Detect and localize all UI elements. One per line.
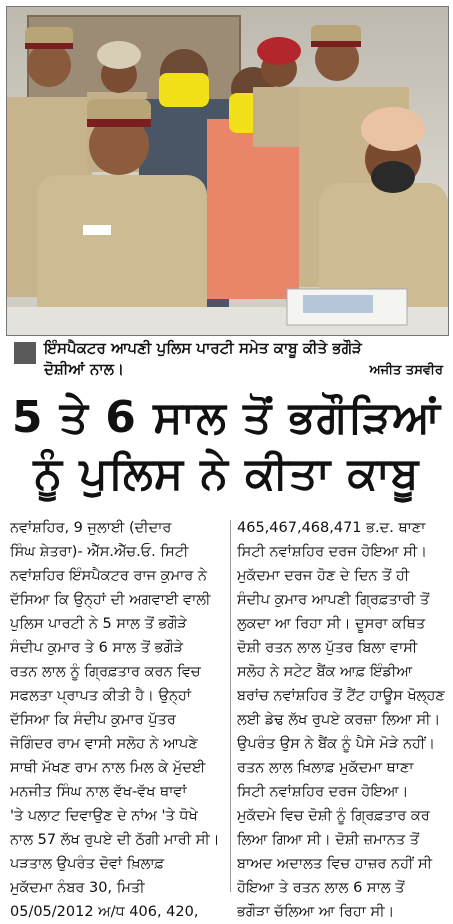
article-line: ਸਫਲਤਾ ਪ੍ਰਾਪਤ ਕੀਤੀ ਹੈ। ਉਨ੍ਹਾਂ	[10, 688, 192, 704]
headline-line-2: ਨੂੰ ਪੁਲਿਸ ਨੇ ਕੀਤਾ ਕਾਬੂ	[33, 448, 420, 499]
article-line: ਪੁਲਿਸ ਪਾਰਟੀ ਨੇ 5 ਸਾਲ ਤੋਂ ਭਗੌੜੇ	[10, 616, 187, 632]
article-line: ਸਿਟੀ ਨਵਾਂਸ਼ਹਿਰ ਦਰਜ ਹੋਇਆ ਸੀ।	[237, 544, 428, 560]
article-line: ਮੁਕੱਦਮਾ ਨੰਬਰ 30, ਮਿਤੀ	[10, 880, 145, 896]
article-line: ਸਲੋਹ ਨੇ ਸਟੇਟ ਬੈਂਕ ਆਫ਼ ਇੰਡੀਆ	[237, 664, 413, 680]
article-line: ਮੁਕੱਦਮੇ ਵਿਚ ਦੋਸ਼ੀ ਨੂੰ ਗ੍ਰਿਫ਼ਤਾਰ ਕਰ	[237, 808, 430, 824]
article-line: ਹੋਇਆ ਤੇ ਰਤਨ ਲਾਲ 6 ਸਾਲ ਤੋਂ	[237, 880, 405, 896]
article-line: ਮੁਕੱਦਮਾ ਦਰਜ ਹੋਣ ਦੇ ਦਿਨ ਤੋਂ ਹੀ	[237, 568, 410, 584]
caption-line-2: ਦੋਸ਼ੀਆਂ ਨਾਲ।	[44, 360, 124, 378]
caption-bullet-square	[14, 342, 36, 364]
article-line: ਨਵਾਂਸ਼ਹਿਰ ਇੰਸਪੈਕਟਰ ਰਾਜ ਕੁਮਾਰ ਨੇ	[10, 568, 207, 584]
article-line: ਸਾਥੀ ਮੱਖਣ ਰਾਮ ਨਾਲ ਮਿਲ ਕੇ ਮੁੱਦਈ	[10, 760, 206, 776]
photo-caption	[10, 338, 447, 384]
column-divider	[230, 520, 231, 892]
article-line: 'ਤੇ ਪਲਾਟ ਦਿਵਾਉਣ ਦੇ ਨਾਂਅ 'ਤੇ ਧੋਖੇ	[10, 808, 198, 824]
article-line: ਦੱਸਿਆ ਕਿ ਸੰਦੀਪ ਕੁਮਾਰ ਪੁੱਤਰ	[10, 712, 176, 728]
article-line: ਭਗੌੜਾ ਚੱਲਿਆ ਆ ਰਿਹਾ ਸੀ।	[237, 904, 395, 920]
article-line: ਲਿਆ ਗਿਆ ਸੀ। ਦੋਸ਼ੀ ਜ਼ਮਾਨਤ ਤੋਂ	[237, 832, 420, 848]
article-line: 465,467,468,471 ਭ.ਦ. ਥਾਣਾ	[237, 520, 426, 536]
headline-line-1: 5 ਤੇ 6 ਸਾਲ ਤੋਂ ਭਗੌੜਿਆਂ	[11, 392, 442, 443]
article-line: ਲੁਕਦਾ ਆ ਰਿਹਾ ਸੀ। ਦੂਸਰਾ ਕਥਿਤ	[237, 616, 426, 632]
article-column-left	[10, 516, 225, 924]
article-line: ਮਨਜੀਤ ਸਿੰਘ ਨਾਲ ਵੱਖ-ਵੱਖ ਥਾਵਾਂ	[10, 784, 187, 800]
article-line: ਉਪਰੰਤ ਉਸ ਨੇ ਬੈਂਕ ਨੂੰ ਪੈਸੇ ਮੋੜੇ ਨਹੀਂ।	[237, 736, 436, 752]
article-line: ਬਰਾਂਚ ਨਵਾਂਸ਼ਹਿਰ ਤੋਂ ਟੈਂਟ ਹਾਊਸ ਖੋਲ੍ਹਣ	[237, 688, 445, 704]
article-line: ਲਈ ਡੇਢ ਲੱਖ ਰੁਪਏ ਕਰਜ਼ਾ ਲਿਆ ਸੀ।	[237, 712, 441, 728]
article-column-right	[237, 516, 447, 924]
article-line: 05/05/2012 ਅ/ਧ 406, 420,	[10, 904, 199, 920]
article-line: ਸਿੰਘ ਸ਼ੇਤਰਾ)- ਐੱਸ.ਐੱਚ.ਓ. ਸਿਟੀ	[10, 544, 189, 560]
article-line: ਸੰਦੀਪ ਕੁਮਾਰ ਤੇ 6 ਸਾਲ ਤੋਂ ਭਗੌੜੇ	[10, 640, 184, 656]
article-line: ਸਿਟੀ ਨਵਾਂਸ਼ਹਿਰ ਦਰਜ ਹੋਇਆ।	[237, 784, 409, 800]
article-line: ਨਵਾਂਸ਼ਹਿਰ, 9 ਜੁਲਾਈ (ਦੀਦਾਰ	[10, 520, 172, 536]
article-line: ਪੜਤਾਲ ਉਪਰੰਤ ਦੋਵਾਂ ਖ਼ਿਲਾਫ਼	[10, 856, 165, 872]
news-photo	[6, 6, 449, 336]
article-line: ਬਾਅਦ ਅਦਾਲਤ ਵਿਚ ਹਾਜ਼ਰ ਨਹੀਂ ਸੀ	[237, 856, 432, 872]
article-line: ਦੱਸਿਆ ਕਿ ਉਨ੍ਹਾਂ ਦੀ ਅਗਵਾਈ ਵਾਲੀ	[10, 592, 211, 608]
photo-figures	[7, 7, 448, 335]
photo-credit: ਅਜੀਤ ਤਸਵੀਰ	[369, 363, 443, 378]
article-line: ਦੋਸ਼ੀ ਰਤਨ ਲਾਲ ਪੁੱਤਰ ਬਿਲਾ ਵਾਸੀ	[237, 640, 418, 656]
caption-line-1: ਇੰਸਪੈਕਟਰ ਆਪਣੀ ਪੁਲਿਸ ਪਾਰਟੀ ਸਮੇਤ ਕਾਬੂ ਕੀਤੇ ਭਗੌੜੇ	[44, 339, 362, 357]
article-line: ਸੰਦੀਪ ਕੁਮਾਰ ਆਪਣੀ ਗ੍ਰਿਫ਼ਤਾਰੀ ਤੋਂ	[237, 592, 430, 608]
article-line: ਰਤਨ ਲਾਲ ਨੂੰ ਗ੍ਰਿਫ਼ਤਾਰ ਕਰਨ ਵਿਚ	[10, 664, 201, 680]
article-line: ਨਾਲ 57 ਲੱਖ ਰੁਪਏ ਦੀ ਠੱਗੀ ਮਾਰੀ ਸੀ।	[10, 832, 220, 848]
article-line: ਜੋਗਿੰਦਰ ਰਾਮ ਵਾਸੀ ਸਲੋਹ ਨੇ ਆਪਣੇ	[10, 736, 198, 752]
article-line: ਰਤਨ ਲਾਲ ਖ਼ਿਲਾਫ਼ ਮੁਕੱਦਮਾ ਥਾਣਾ	[237, 760, 414, 776]
